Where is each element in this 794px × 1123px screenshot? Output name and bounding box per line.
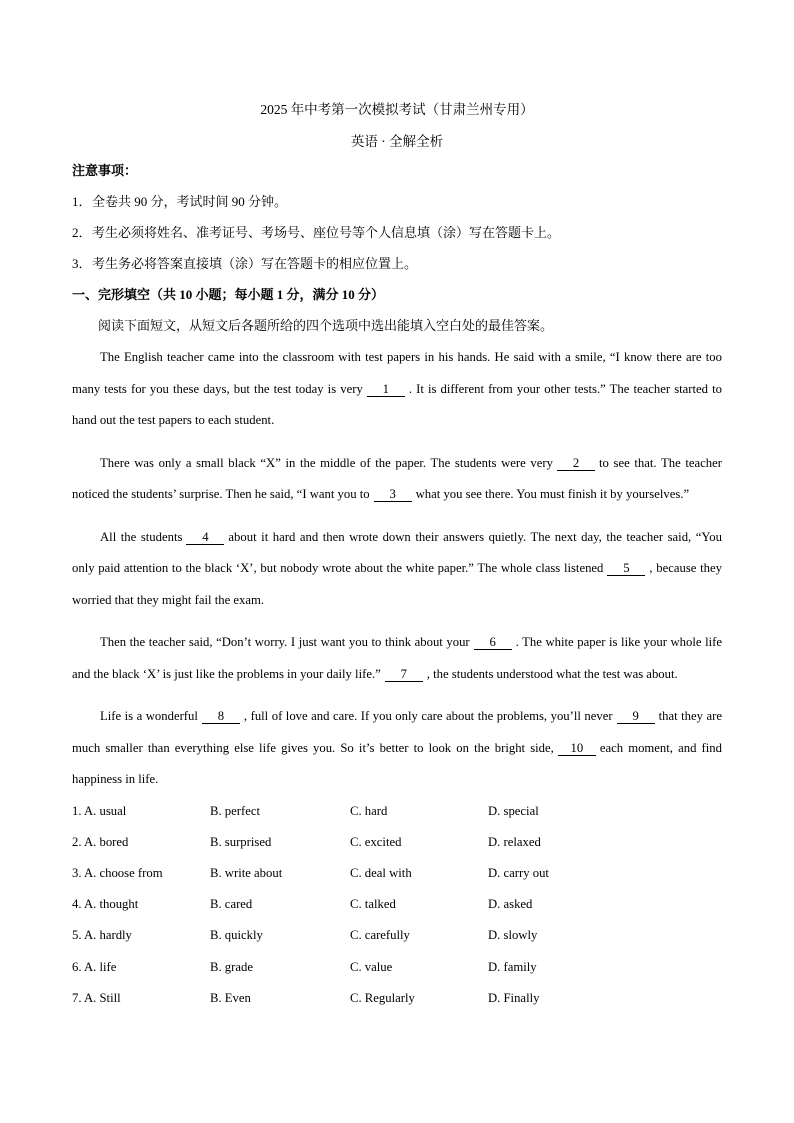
question-options-row <box>72 983 722 1014</box>
notice-item <box>72 192 722 212</box>
option-c: C. carefully <box>350 928 410 943</box>
question-options-row <box>72 827 722 858</box>
option-b: B. grade <box>210 959 253 974</box>
question-options-row <box>72 889 722 920</box>
passage-text: . It is different from your other tests.” The teacher started to hand out the test papers to each student. <box>72 381 723 427</box>
question-options-row <box>72 796 722 827</box>
passage-paragraph-2 <box>72 448 722 511</box>
passage-text: that they are much smaller than everything else life gives you. So it’s better to look on the bright side, <box>72 709 722 755</box>
notice-text: 考生务必将答案直接填（涂）写在答题卡的相应位置上。 <box>92 256 418 271</box>
option-c: C. excited <box>350 834 402 849</box>
passage-paragraph-5 <box>72 701 722 796</box>
option-b: B. write about <box>210 865 283 880</box>
passage-text: Then the teacher said, “Don’t worry. I just want you to think about your <box>100 635 470 649</box>
passage-text: , full of love and care. If you only care about the problems, you’ll never <box>243 709 613 723</box>
notice-number: 2． <box>72 225 92 240</box>
passage-text: , because they worried that they might fail the exam. <box>72 561 722 607</box>
option-c: C. value <box>350 959 393 974</box>
question-options-row <box>72 951 722 982</box>
option-d: D. special <box>488 803 539 818</box>
option-b: B. cared <box>210 897 253 912</box>
notice-text: 考生必须将姓名、准考证号、考场号、座位号等个人信息填（涂）写在答题卡上。 <box>92 225 561 240</box>
passage-text: to see that. The teacher noticed the students’ surprise. Then he said, “I want you to <box>72 455 722 501</box>
option-a: 1. A. usual <box>72 803 127 818</box>
option-d: D. slowly <box>488 928 538 943</box>
passage-paragraph-1 <box>72 342 722 437</box>
blank-2: 2 <box>557 456 595 471</box>
blank-8: 8 <box>202 709 240 724</box>
exam-title: 2025 年中考第一次模拟考试（甘肃兰州专用） <box>260 102 534 117</box>
option-b: B. quickly <box>210 928 263 943</box>
blank-3: 3 <box>374 487 412 502</box>
option-d: D. carry out <box>488 865 549 880</box>
section-heading: 一、完形填空（共 10 小题；每小题 1 分，满分 10 分） <box>72 287 385 302</box>
section-instruction: 阅读下面短文，从短文后各题所给的四个选项中选出能填入空白处的最佳答案。 <box>98 318 554 333</box>
option-c: C. Regularly <box>350 990 415 1005</box>
option-b: B. Even <box>210 990 251 1005</box>
passage-text: All the students <box>100 529 183 544</box>
notice-text: 全卷共 90 分，考试时间 90 分钟。 <box>92 194 288 209</box>
notice-item <box>72 254 722 274</box>
option-c: C. talked <box>350 897 396 912</box>
notice-item <box>72 223 722 243</box>
option-d: D. Finally <box>488 990 540 1005</box>
passage-text: The English teacher came into the classroom with test papers in his hands. He said with a smile, “I know there are too many tests for you these days, but the test today is very <box>72 350 722 396</box>
passage-text: . The white paper is like your whole life and the black ‘X’ is just like the problems in your daily life.” <box>72 635 722 681</box>
blank-6: 6 <box>474 635 512 650</box>
option-a: 2. A. bored <box>72 834 129 849</box>
question-options-row <box>72 858 722 889</box>
option-d: D. relaxed <box>488 834 541 849</box>
options-list <box>72 796 722 1014</box>
exam-subtitle: 英语 · 全解全析 <box>350 134 444 149</box>
notice-number: 3． <box>72 256 92 271</box>
option-c: C. hard <box>350 803 388 818</box>
passage-paragraph-3 <box>72 522 722 617</box>
passage-text: each moment, and find happiness in life. <box>72 740 722 786</box>
exam-page <box>72 100 722 1014</box>
blank-10: 10 <box>558 741 596 756</box>
passage-text: , the students understood what the test was about. <box>426 666 678 681</box>
option-a: 6. A. life <box>72 959 117 974</box>
option-d: D. asked <box>488 897 533 912</box>
option-b: B. surprised <box>210 834 272 849</box>
passage-text: Life is a wonderful <box>100 709 198 723</box>
option-a: 4. A. thought <box>72 897 139 912</box>
option-a: 5. A. hardly <box>72 928 132 943</box>
passage-text: There was only a small black “X” in the middle of the paper. The students were very <box>100 455 553 470</box>
option-a: 3. A. choose from <box>72 865 163 880</box>
blank-9: 9 <box>617 709 655 724</box>
notice-heading: 注意事项： <box>72 163 138 178</box>
option-d: D. family <box>488 959 537 974</box>
passage-paragraph-4 <box>72 627 722 690</box>
passage-text: what you see there. You must finish it by yourselves.” <box>415 487 690 501</box>
option-c: C. deal with <box>350 865 412 880</box>
blank-7: 7 <box>385 667 423 682</box>
question-options-row <box>72 920 722 951</box>
notice-number: 1． <box>72 194 92 209</box>
passage-text: about it hard and then wrote down their answers quietly. The next day, the teacher said, “You only paid attention to the black ‘X’, but nobody wrote about the white paper.” The whole class listened <box>72 529 722 575</box>
blank-4: 4 <box>186 530 224 545</box>
option-b: B. perfect <box>210 803 261 818</box>
blank-1: 1 <box>367 382 405 397</box>
blank-5: 5 <box>607 561 645 576</box>
option-a: 7. A. Still <box>72 990 121 1005</box>
